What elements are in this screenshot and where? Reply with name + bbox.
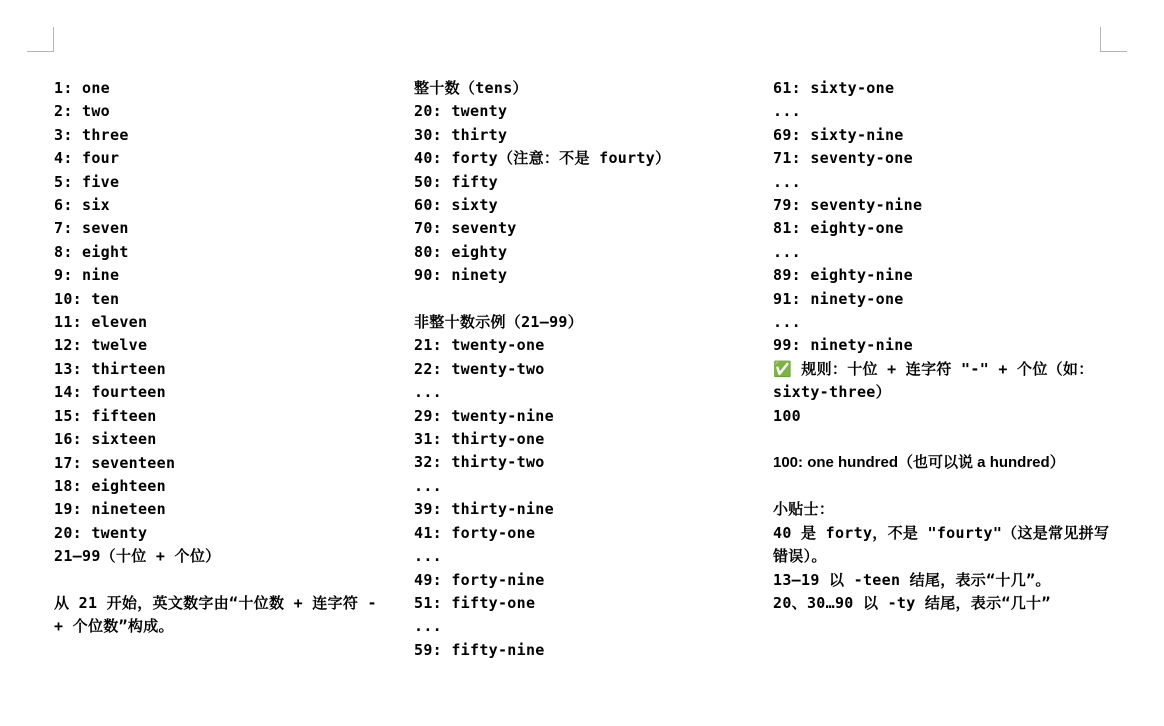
blank-line: [773, 428, 1113, 451]
number-word-entry: 6: six: [54, 196, 110, 215]
number-word-entry: 5: five: [54, 172, 120, 191]
compound-example-entry: ...: [414, 547, 442, 566]
hundred-entry: 100: one hundred（也可以说 a hundred）: [773, 454, 1065, 472]
compound-example-entry: ...: [773, 313, 801, 332]
number-word-entry: 8: eight: [54, 242, 129, 261]
tens-entry: 20: twenty: [414, 102, 508, 121]
compound-example-entry: 91: ninety-one: [773, 289, 904, 308]
compound-example-entry: 31: thirty-one: [414, 430, 545, 449]
compound-example-entry: 21: twenty-one: [414, 336, 545, 355]
tens-entry: 30: thirty: [414, 125, 508, 144]
column-examples-continued: [773, 77, 1113, 615]
examples-list: [414, 334, 754, 662]
top-right-corner-mark: [1100, 27, 1127, 52]
tens-entry: 50: fifty: [414, 172, 498, 191]
compound-rule-paragraph: 从 21 开始，英文数字由“十位数 + 连字符 - + 个位数”构成。: [54, 593, 377, 636]
number-word-entry: 7: seven: [54, 219, 129, 238]
tens-entry: 80: eighty: [414, 242, 508, 261]
top-left-corner-mark: [27, 27, 54, 52]
tens-entry: 60: sixty: [414, 196, 498, 215]
number-word-entry: 4: four: [54, 149, 120, 168]
compound-example-entry: 71: seventy-one: [773, 149, 913, 168]
tip-ty: 20、30…90 以 -ty 结尾，表示“几十”: [773, 593, 1051, 612]
number-word-entry: 3: three: [54, 125, 129, 144]
number-word-entry: 10: ten: [54, 289, 120, 308]
compound-example-entry: 39: thirty-nine: [414, 500, 554, 519]
tens-list: [414, 100, 754, 287]
tens-entry: 90: ninety: [414, 266, 508, 285]
compound-example-entry: 99: ninety-nine: [773, 336, 913, 355]
number-word-entry: 18: eighteen: [54, 476, 166, 495]
column-basic-numbers: [54, 77, 394, 639]
number-word-entry: 15: fifteen: [54, 406, 157, 425]
compound-example-entry: ...: [414, 383, 442, 402]
compound-example-entry: 79: seventy-nine: [773, 196, 923, 215]
compound-example-entry: ...: [773, 172, 801, 191]
number-word-entry: 14: fourteen: [54, 383, 166, 402]
compound-example-entry: 32: thirty-two: [414, 453, 545, 472]
number-word-entry: 19: nineteen: [54, 500, 166, 519]
compound-example-entry: 41: forty-one: [414, 523, 536, 542]
number-word-entry: 13: thirteen: [54, 359, 166, 378]
compound-example-entry: 49: forty-nine: [414, 570, 545, 589]
hyphen-rule: ✅ 规则：十位 + 连字符 "-" + 个位（如：sixty-three）: [773, 359, 1094, 402]
compound-example-entry: 59: fifty-nine: [414, 640, 545, 659]
blank-line: [773, 475, 1113, 498]
compound-example-entry: ...: [773, 242, 801, 261]
number-word-entry: 2: two: [54, 102, 110, 121]
number-word-entry: 21–99（十位 + 个位）: [54, 547, 221, 566]
examples-heading: 非整十数示例（21–99）: [414, 313, 584, 332]
compound-example-entry: 29: twenty-nine: [414, 406, 554, 425]
compound-example-entry: 81: eighty-one: [773, 219, 904, 238]
compound-example-entry: ...: [414, 617, 442, 636]
blank-line: [54, 569, 394, 592]
tip-teen: 13–19 以 -teen 结尾，表示“十几”。: [773, 570, 1051, 589]
compound-example-entry: 22: twenty-two: [414, 359, 545, 378]
hundred-heading: 100: [773, 406, 801, 425]
compound-example-entry: ...: [414, 476, 442, 495]
compound-example-entry: 61: sixty-one: [773, 79, 895, 97]
number-word-entry: 12: twelve: [54, 336, 148, 355]
compound-example-entry: 51: fifty-one: [414, 593, 536, 612]
tens-heading: 整十数（tens）: [414, 79, 528, 97]
number-word-entry: 1: one: [54, 79, 110, 97]
tip-forty: 40 是 forty，不是 "fourty"（这是常见拼写错误）。: [773, 523, 1110, 566]
number-word-entry: 11: eleven: [54, 313, 148, 332]
number-word-entry: 20: twenty: [54, 523, 148, 542]
compound-example-entry: 89: eighty-nine: [773, 266, 913, 285]
compound-example-entry: 69: sixty-nine: [773, 125, 904, 144]
tens-entry: 40: forty（注意：不是 fourty）: [414, 149, 671, 168]
blank-line: [414, 288, 754, 311]
column-tens: [414, 77, 754, 662]
tens-entry: 70: seventy: [414, 219, 517, 238]
number-word-entry: 16: sixteen: [54, 430, 157, 449]
basic-numbers-list: [54, 77, 394, 569]
number-word-entry: 17: seventeen: [54, 453, 176, 472]
compound-example-entry: ...: [773, 102, 801, 121]
examples-list-continued: [773, 77, 1113, 358]
number-word-entry: 9: nine: [54, 266, 120, 285]
tips-heading: 小贴士：: [773, 500, 835, 519]
